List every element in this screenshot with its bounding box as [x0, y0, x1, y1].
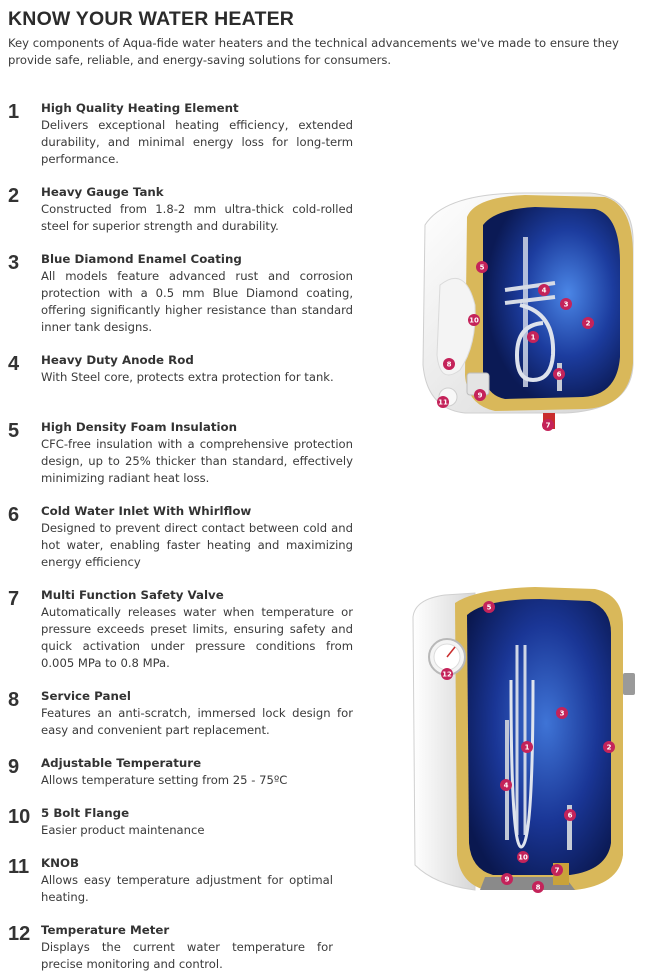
feature-number: 4: [8, 353, 20, 375]
feature-description: Delivers exceptional heating efficiency, extended durability, and minimal energy loss for long-term performance.: [41, 118, 353, 166]
feature-description: Displays the current water temperature for precise monitoring and control.: [41, 940, 333, 971]
feature-description: Designed to prevent direct contact between cold and hot water, enabling faster heating and maximizing energy efficiency: [41, 521, 353, 569]
callout-label: 8: [446, 360, 452, 369]
feature-number: 8: [8, 689, 20, 711]
feature-number: 5: [8, 420, 20, 442]
callout-label: 11: [438, 398, 448, 407]
feature-number: 2: [8, 185, 20, 207]
feature-number: 12: [8, 923, 31, 945]
callout-label: 2: [585, 319, 591, 328]
callout-label: 12: [442, 670, 452, 679]
feature-number: 6: [8, 504, 20, 526]
callout-label: 3: [559, 709, 565, 718]
feature-description: All models feature advanced rust and corrosion protection with a 0.5 mm Blue Diamond coating, offering significantly higher resistance than standard inner tank designs.: [41, 269, 353, 334]
feature-description: Constructed from 1.8-2 mm ultra-thick cold-rolled steel for superior strength and durability.: [41, 202, 353, 233]
feature-number: 11: [8, 856, 30, 878]
callout-label: 7: [554, 866, 560, 875]
feature-title: High Density Foam Insulation: [41, 420, 238, 434]
feature-title: Adjustable Temperature: [41, 756, 202, 770]
feature-title: Service Panel: [41, 689, 131, 703]
callout-label: 6: [567, 811, 573, 820]
feature-title: 5 Bolt Flange: [41, 806, 130, 820]
callout-label: 7: [545, 421, 551, 430]
feature-number: 1: [8, 101, 20, 123]
feature-number: 7: [8, 588, 20, 610]
feature-description: With Steel core, protects extra protection for tank.: [41, 370, 334, 384]
callout-label: 4: [541, 286, 547, 295]
callout-label: 10: [518, 853, 528, 862]
callout-label: 2: [606, 743, 612, 752]
feature-title: High Quality Heating Element: [41, 101, 239, 115]
feature-number: 9: [8, 756, 20, 778]
callout-label: 5: [486, 603, 492, 612]
callout-label: 1: [530, 333, 536, 342]
callout-label: 3: [563, 300, 569, 309]
feature-title: Multi Function Safety Valve: [41, 588, 224, 602]
water-heater-horizontal-illustration: [405, 185, 640, 435]
callout-label: 5: [479, 263, 485, 272]
callout-label: 4: [503, 781, 509, 790]
callout-label: 6: [556, 370, 562, 379]
feature-title: Heavy Duty Anode Rod: [41, 353, 194, 367]
feature-number: 3: [8, 252, 20, 274]
page-title: KNOW YOUR WATER HEATER: [8, 8, 295, 30]
feature-description: Easier product maintenance: [41, 823, 205, 837]
callout-label: 10: [469, 316, 479, 325]
water-heater-vertical-illustration: [405, 585, 645, 905]
feature-title: KNOB: [41, 856, 80, 870]
feature-title: Cold Water Inlet With Whirlflow: [41, 504, 252, 518]
callout-label: 1: [524, 743, 530, 752]
feature-description: Automatically releases water when temperature or pressure exceeds preset limits, ensuring safety and quick activation under pressure conditions from 0.005 MPa to 0.8 MPa.: [41, 605, 353, 670]
callout-label: 9: [504, 875, 510, 884]
feature-description: Allows temperature setting from 25 - 75ºC: [41, 773, 288, 787]
feature-description: Features an anti-scratch, immersed lock design for easy and convenient part replacement.: [41, 706, 353, 737]
feature-title: Blue Diamond Enamel Coating: [41, 252, 242, 266]
callout-label: 8: [535, 883, 541, 892]
feature-number: 10: [8, 806, 31, 828]
callout-label: 9: [477, 391, 483, 400]
feature-title: Temperature Meter: [41, 923, 170, 937]
feature-description: CFC-free insulation with a comprehensive protection design, up to 25% thicker than standard, effectively minimizing radiant heat loss.: [41, 437, 353, 485]
feature-title: Heavy Gauge Tank: [41, 185, 164, 199]
feature-description: Allows easy temperature adjustment for optimal heating.: [41, 873, 333, 904]
intro-text: Key components of Aqua-fide water heaters and the technical advancements we've made to ensure they provide safe, reliable, and energy-saving solutions for consumers.: [8, 36, 619, 67]
